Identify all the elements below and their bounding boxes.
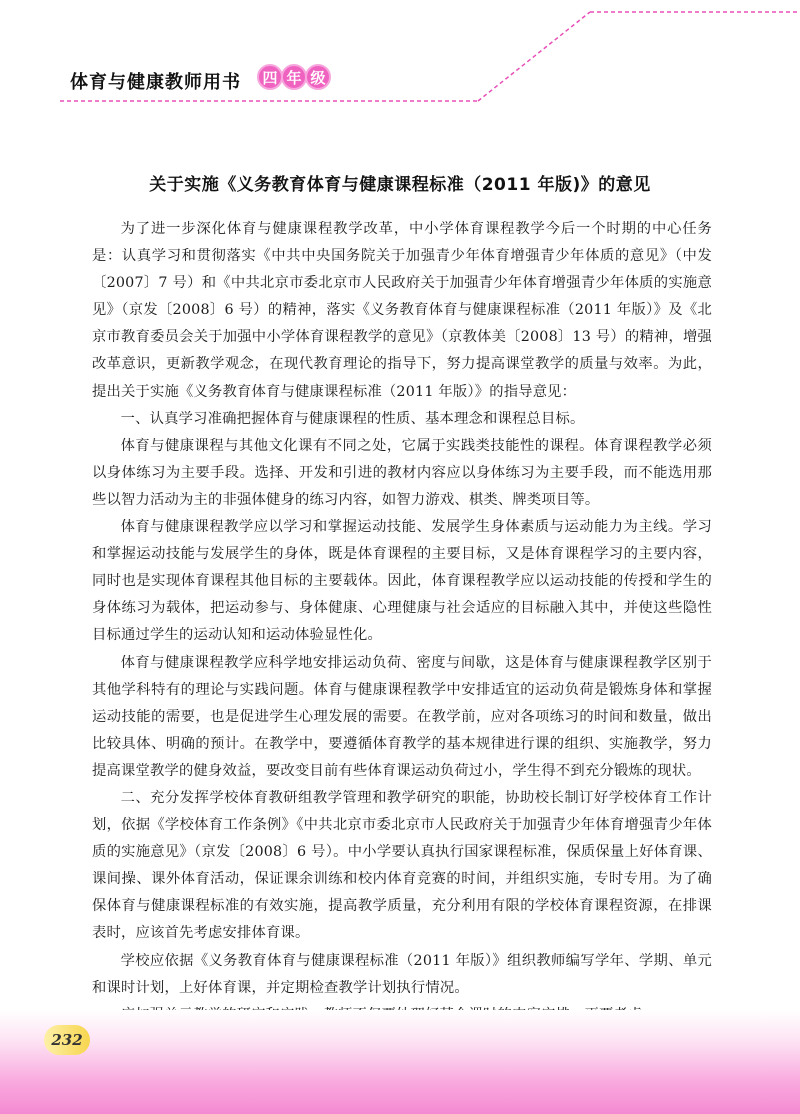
paragraph: 学校应依据《义务教育体育与健康课程标准（2011 年版）》组织教师编写学年、学期、单元和课时计划，上好体育课，并定期检查教学计划执行情况。	[92, 952, 712, 996]
grade-badge-group	[257, 64, 329, 90]
grade-badge-char: 级	[305, 64, 331, 90]
document-title: 关于实施《义务教育体育与健康课程标准（2011 年版)》的意见	[149, 175, 651, 195]
grade-badge-char: 年	[281, 64, 307, 90]
paragraph: 二、充分发挥学校体育教研组教学管理和教学研究的职能，协助校长制订好学校体育工作计划，依据《学校体育工作条例》《中共北京市委北京市人民政府关于加强青少年体育增强青少年体质的实施意见》（京发〔2008〕6 号）。中小学要认真执行国家课程标准，保质保量上好体育课、课间操、课外体育活动，保证课余训练和校内体育竞赛的时间，并组织实施，专时专用。为了确保体育与健康课程标准的有效实施，提高教学质量，充分利用有限的学校体育课程资源，在排课表时，应该首先考虑安排体育课。	[92, 789, 712, 942]
page-number-badge: 232	[44, 1025, 90, 1055]
page-header	[0, 0, 800, 110]
document-body	[92, 216, 712, 1029]
paragraph: 体育与健康课程教学应以学习和掌握运动技能、发展学生身体素质与运动能力为主线。学习和掌握运动技能与发展学生的身体，既是体育课程的主要目标，又是体育课程学习的主要内容，同时也是实现体育课程其他目标的主要载体。因此，体育课程教学应以运动技能的传授和学生的身体练习为载体，把运动参与、身体健康、心理健康与社会适应的目标融入其中，并使这些隐性目标通过学生的运动认知和运动体验显性化。	[92, 519, 712, 644]
book-title: 体育与健康教师用书	[70, 72, 241, 93]
header-dashed-diagonal	[478, 12, 590, 101]
paragraph: 为了进一步深化体育与健康课程教学改革，中小学体育课程教学今后一个时期的中心任务是：认真学习和贯彻落实《中共中央国务院关于加强青少年体育增强青少年体质的意见》（中发〔2007〕7 号）和《中共北京市委北京市人民政府关于加强青少年体育增强青少年体质的实施意见》（京发〔2008〕6 号）的精神，落实《义务教育体育与健康课程标准（2011 年版）》及《北京市教育委员会关于加强中小学体育课程教学的意见》（京教体美〔2008〕13 号）的精神，增强改革意识，更新教学观念，在现代教育理论的指导下，努力提高课堂教学的质量与效率。为此，提出关于实施《义务教育体育与健康课程标准（2011 年版）》的指导意见：	[92, 221, 712, 400]
paragraph: 体育与健康课程与其他文化课有不同之处，它属于实践类技能性的课程。体育课程教学必须以身体练习为主要手段。选择、开发和引进的教材内容应以身体练习为主要手段，而不能选用那些以智力活动为主的非强体健身的练习内容，如智力游戏、棋类、牌类项目等。	[92, 437, 712, 508]
footer-band	[0, 1010, 800, 1114]
paragraph: 体育与健康课程教学应科学地安排运动负荷、密度与间歇，这是体育与健康课程教学区别于其他学科特有的理论与实践问题。体育与健康课程教学中安排适宜的运动负荷是锻炼身体和掌握运动技能的需要，也是促进学生心理发展的需要。在教学前，应对各项练习的时间和数量，做出比较具体、明确的预计。在教学中，要遵循体育教学的基本规律进行课的组织、实施教学，努力提高课堂教学的健身效益，要改变目前有些体育课运动负荷过小，学生得不到充分锻炼的现状。	[92, 654, 712, 779]
section-heading: 一、认真学习准确把握体育与健康课程的性质、基本理念和课程总目标。	[120, 410, 585, 427]
grade-badge-char: 四	[257, 64, 283, 90]
